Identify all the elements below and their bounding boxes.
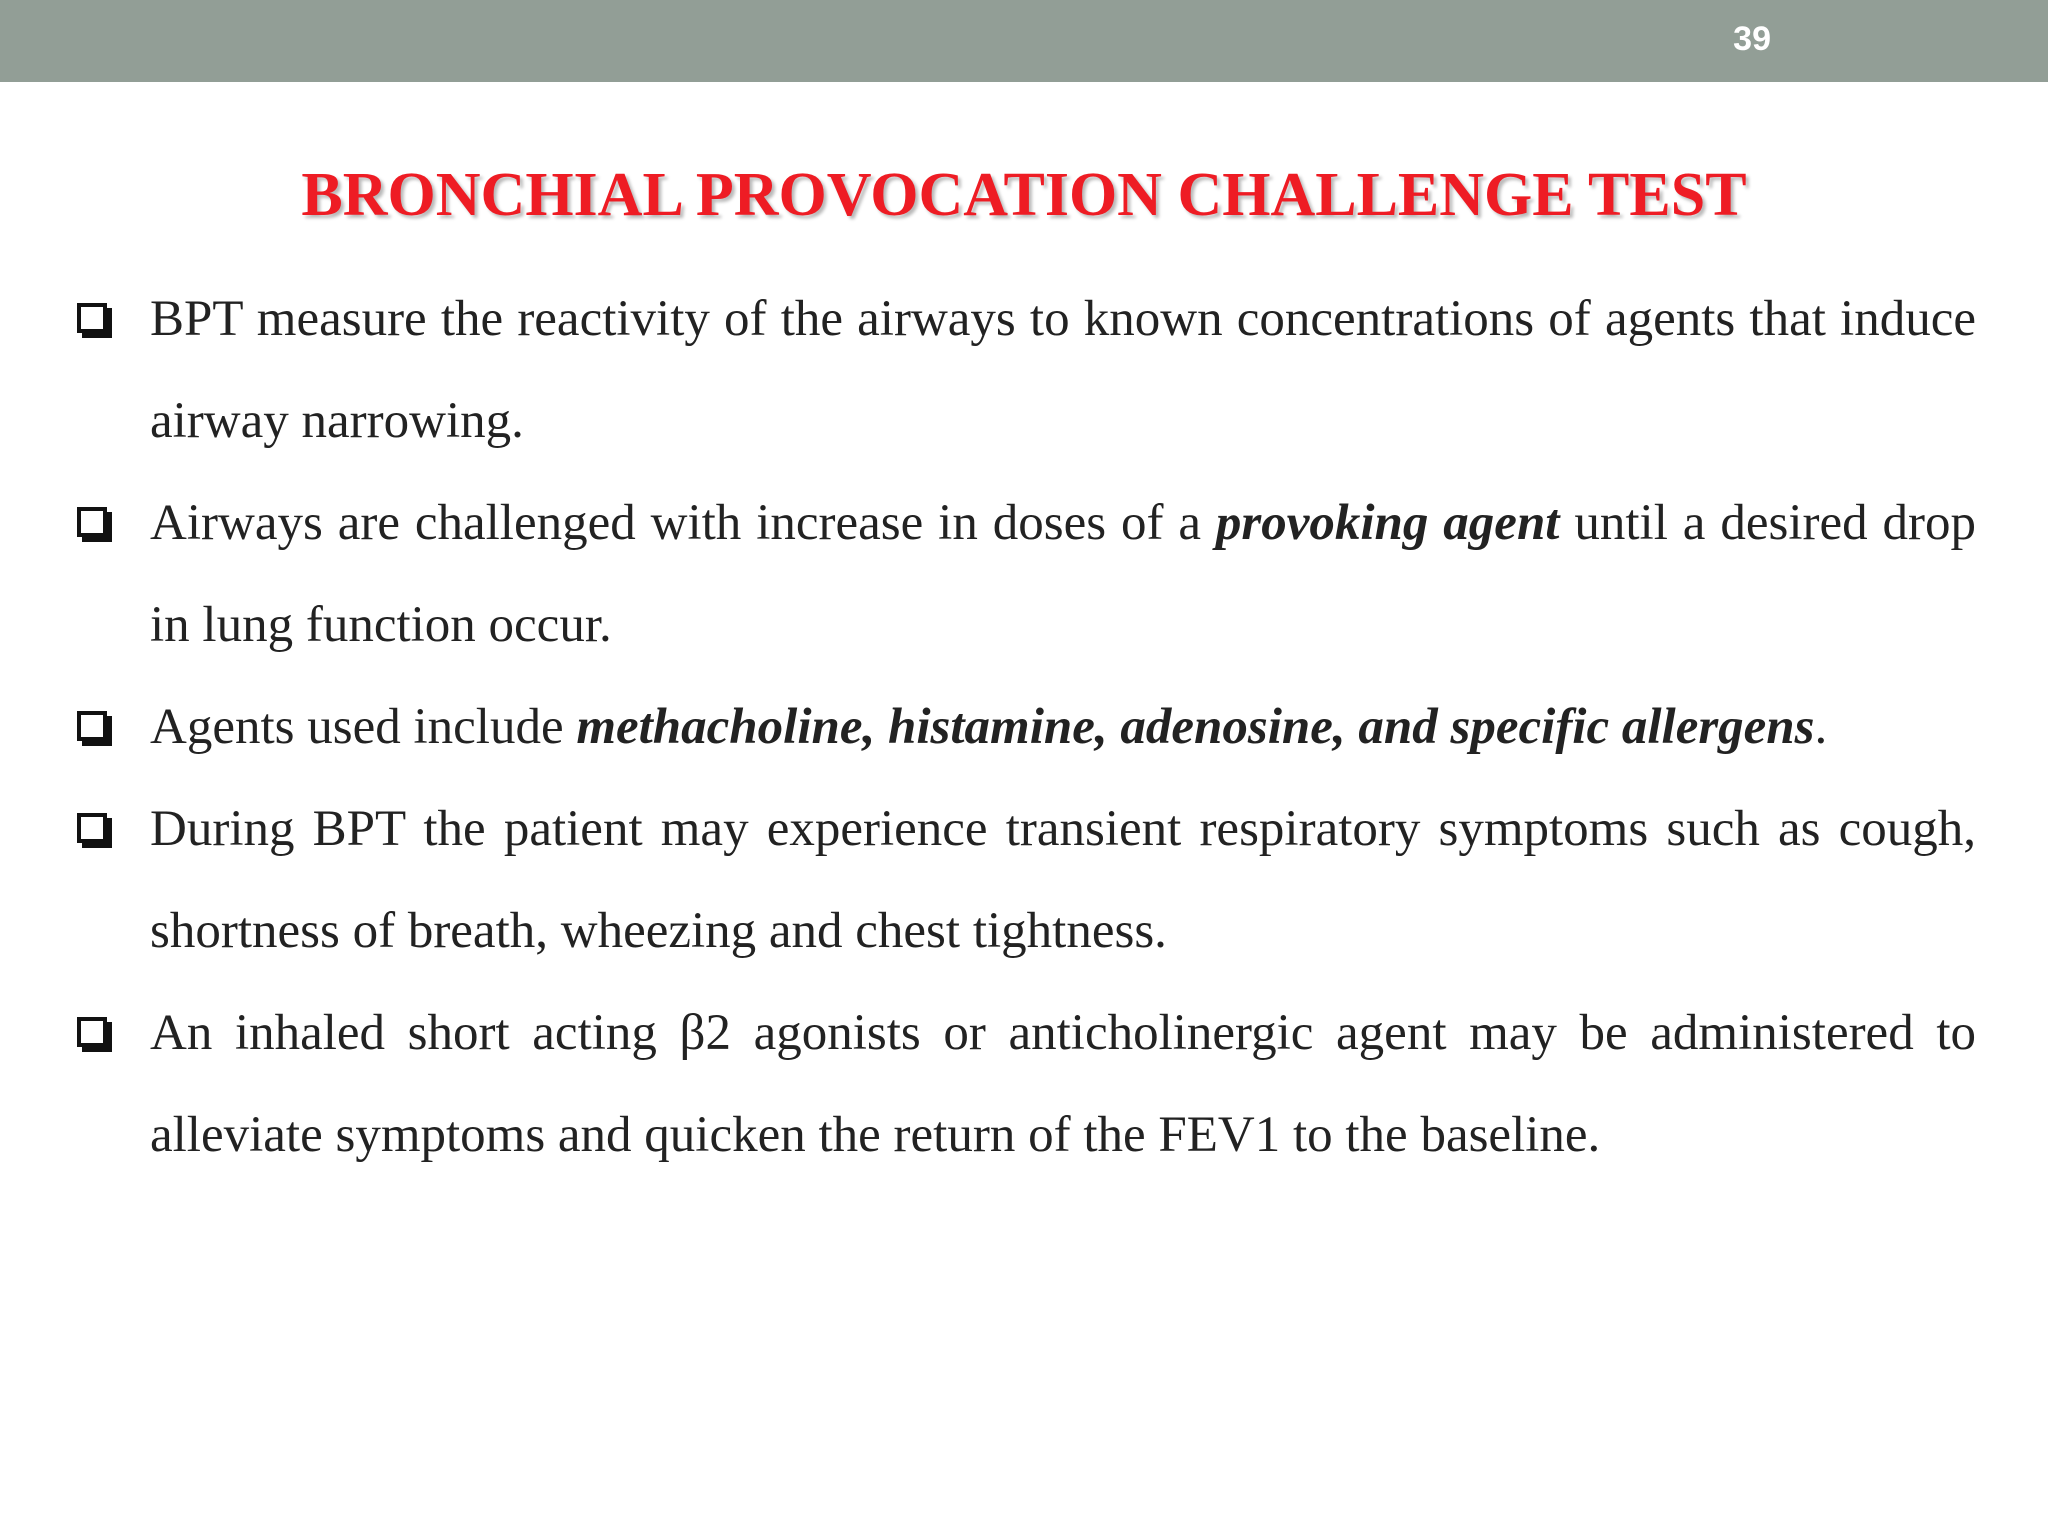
bullet-text: During BPT the patient may experience transient respiratory symptoms such as cough, shortness of breath, wheezing and chest tightness.	[150, 801, 1976, 959]
bullet-item-treatment	[70, 982, 1976, 1186]
bullet-text-before: Airways are challenged with increase in doses of a	[150, 495, 1216, 551]
bullet-text: BPT measure the reactivity of the airways to known concentrations of agents that induce airway narrowing.	[150, 291, 1976, 449]
bullet-item-symptoms	[70, 778, 1976, 982]
bullet-item-reactivity	[70, 268, 1976, 472]
bullet-list	[70, 268, 1976, 1186]
checkbox-square-icon	[77, 711, 107, 741]
checkbox-square-icon	[77, 303, 107, 333]
bullet-text-before: Agents used include	[150, 699, 577, 755]
checkbox-square-icon	[77, 813, 107, 843]
bullet-emphasis: provoking agent	[1215, 495, 1560, 551]
checkbox-square-icon	[77, 1017, 107, 1047]
slide-number: 39	[1733, 20, 1771, 58]
bullet-text-after: .	[1814, 699, 1828, 755]
slide-header-bar	[0, 0, 2048, 82]
slide-title: BRONCHIAL PROVOCATION CHALLENGE TEST	[301, 160, 1747, 229]
bullet-text: An inhaled short acting β2 agonists or anticholinergic agent may be administered to alleviate symptoms and quicken the return of the FEV1 to the baseline.	[150, 1005, 1976, 1163]
bullet-item-challenge	[70, 472, 1976, 676]
bullet-text-after: until a desired drop in lung function occur.	[150, 495, 1976, 653]
bullet-item-agents	[70, 676, 1976, 778]
checkbox-square-icon	[77, 507, 107, 537]
bullet-emphasis: methacholine, histamine, adenosine, and specific allergens	[576, 699, 1815, 755]
